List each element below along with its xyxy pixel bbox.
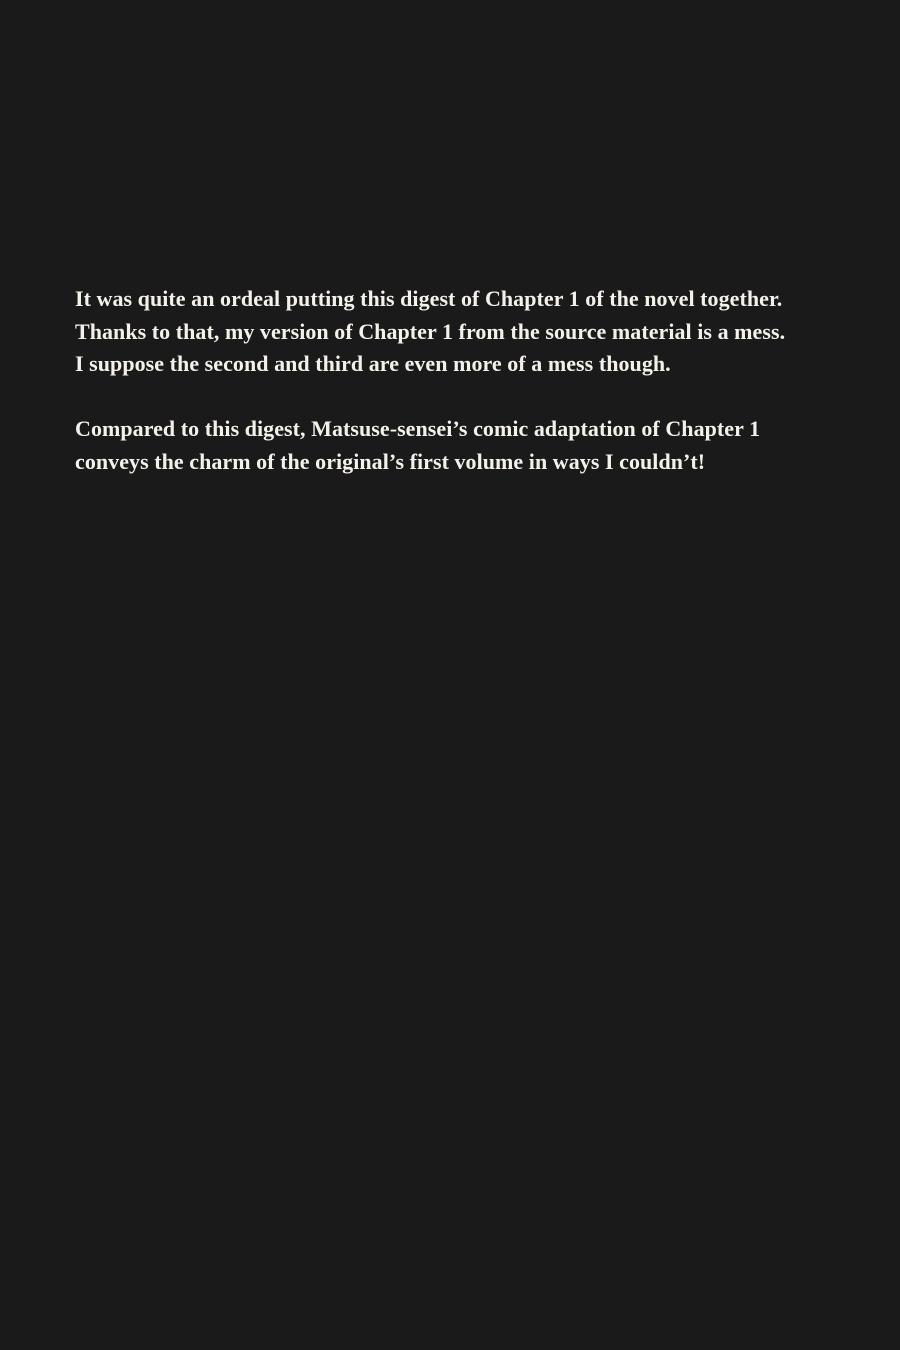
text-line: Compared to this digest, Matsuse-sensei’s comic adaptation of Chapter 1 xyxy=(75,416,761,441)
text-line: Thanks to that, my version of Chapter 1 from the source material is a mess. xyxy=(75,318,786,344)
paragraph-2 xyxy=(75,413,835,478)
paragraph-1 xyxy=(75,283,835,381)
afterword-text xyxy=(75,283,835,478)
text-line: I suppose the second and third are even more of a mess though. xyxy=(75,351,671,376)
text-line: conveys the charm of the original’s first volume in ways I couldn’t! xyxy=(75,448,706,474)
text-line: It was quite an ordeal putting this digest of Chapter 1 of the novel together. xyxy=(75,286,783,311)
